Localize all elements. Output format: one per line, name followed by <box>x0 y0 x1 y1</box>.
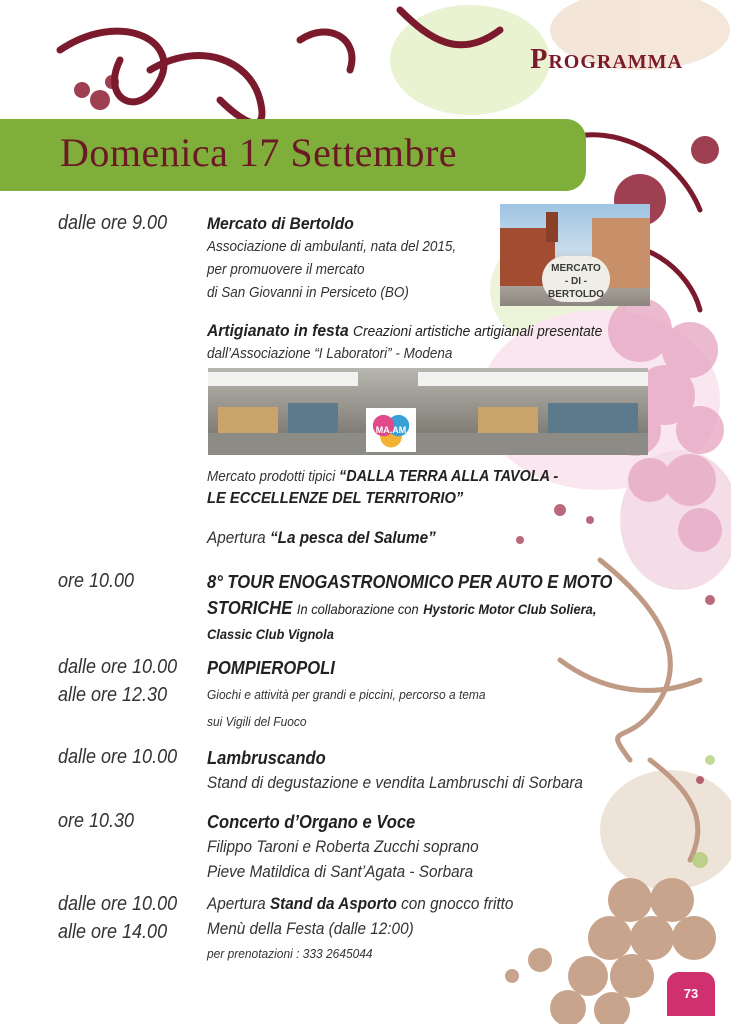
event-desc: di San Giovanni in Persiceto (BO) <box>207 284 409 301</box>
event-title: 8° TOUR ENOGASTRONOMICO PER AUTO E MOTO <box>207 572 613 592</box>
event-time: ore 10.30 <box>58 810 135 832</box>
event-title: Lambruscando <box>207 748 326 768</box>
event-desc-line: Mercato prodotti tipici “DALLA TERRA ALLA TAVOLA - <box>207 468 559 485</box>
mercato-badge: MERCATO - DI - BERTOLDO <box>542 256 610 302</box>
event-desc: Associazione di ambulanti, nata del 2015, <box>207 238 457 255</box>
event-desc-line: Apertura Stand da Asporto con gnocco fritto <box>207 894 514 913</box>
event-title: Mercato di Bertoldo <box>207 214 354 233</box>
event-time: dalle ore 9.00 <box>58 212 168 234</box>
event-org: Classic Club Vignola <box>207 626 334 642</box>
event-desc: Stand di degustazione e vendita Lambruschi di Sorbara <box>207 773 583 792</box>
event-title-line: Artigianato in festa Creazioni artistiche artigianali presentate <box>207 321 603 340</box>
event-desc: dall’Associazione “I Laboratori” - Modena <box>207 345 453 362</box>
event-title: Concerto d’Organo e Voce <box>207 812 416 832</box>
event-desc: Pieve Matildica di Sant’Agata - Sorbara <box>207 862 474 881</box>
event-time-end: alle ore 14.00 <box>58 921 168 943</box>
event-title-line: STORICHE In collaborazione con Hystoric Motor Club Soliera, <box>207 598 597 618</box>
event-time: dalle ore 10.00 <box>58 746 178 768</box>
event-desc-line: Apertura “La pesca del Salume” <box>207 528 436 547</box>
page-number: 73 <box>667 972 715 1016</box>
event-time: ore 10.00 <box>58 570 135 592</box>
mercato-bertoldo-photo <box>500 204 650 306</box>
event-desc: sui Vigili del Fuoco <box>207 714 307 729</box>
event-title: POMPIEROPOLI <box>207 658 335 678</box>
event-desc: Giochi e attività per grandi e piccini, percorso a tema <box>207 687 486 702</box>
event-time: dalle ore 10.00 <box>58 893 178 915</box>
event-note: per prenotazioni : 333 2645044 <box>207 946 373 961</box>
event-title: LE ECCELLENZE DEL TERRITORIO” <box>207 490 464 507</box>
section-title: Programma <box>530 44 683 75</box>
event-desc: Menù della Festa (dalle 12:00) <box>207 919 414 938</box>
maam-logo: MA.AM <box>366 408 416 452</box>
event-time: dalle ore 10.00 <box>58 656 178 678</box>
artisan-market-photo <box>208 368 648 455</box>
event-time-end: alle ore 12.30 <box>58 684 168 706</box>
event-desc: per promuovere il mercato <box>207 261 365 278</box>
date-heading: Domenica 17 Settembre <box>60 130 458 175</box>
event-desc: Filippo Taroni e Roberta Zucchi soprano <box>207 837 479 856</box>
